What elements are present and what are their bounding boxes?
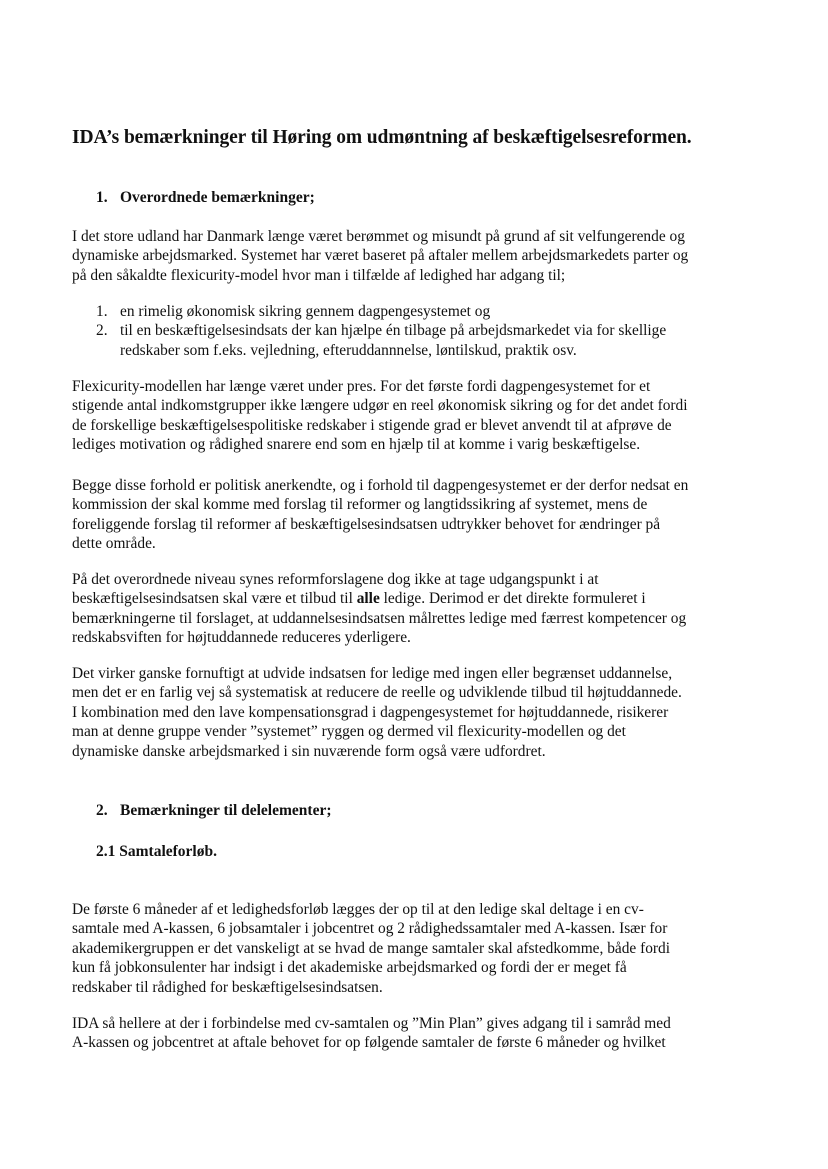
text-line: A-kassen og jobcentret at aftale behovet for op følgende samtaler de første 6 måneder og hvilket [72, 1034, 666, 1052]
text-line: foreliggende forslag til reformer af beskæftigelsesindsatsen udtrykker behovet for ændringer på [72, 515, 661, 533]
text-line: redskaber til rådighed for beskæftigelsesindsatsen. [72, 978, 383, 996]
text-line: Begge disse forhold er politisk anerkendte, og i forhold til dagpengesystemet er der derfor nedsat en [72, 477, 689, 494]
fornuftigt-paragraph [72, 664, 762, 761]
text-line: På det overordnede niveau synes reformforslagene dog ikke at tage udgangspunkt i at [72, 571, 599, 588]
text-line: de forskellige beskæftigelsespolitiske redskaber i stigende grad er blevet anvendt til at afprøve de [72, 416, 672, 434]
text-line: dette område. [72, 535, 156, 553]
section-2-number: 2. [96, 802, 108, 819]
niveau-paragraph [72, 570, 762, 648]
list-marker: 2. [96, 322, 108, 340]
text-line: til en beskæftigelsesindsats der kan hjælpe én tilbage på arbejdsmarkedet via for skellige [120, 322, 667, 340]
text-line: akademikergruppen er det vanskeligt at se hvad de mange samtaler skal afstedkomme, både fordi [72, 939, 671, 957]
section-2-title: Bemærkninger til delelementer; [120, 802, 332, 819]
access-list [72, 302, 762, 360]
list-item [72, 302, 762, 321]
section-2-1-heading: 2.1 Samtaleforløb. [96, 843, 217, 860]
text-line: dynamiske arbejdsmarked. Systemet har været baseret på aftaler mellem arbejdsmarkedets parter og [72, 247, 689, 265]
text-line: men det er en farlig vej så systematisk at reducere de reelle og udviklende tilbud til højtuddannede. [72, 684, 682, 702]
text-line: I kombination med den lave kompensationsgrad i dagpengesystemet for højtuddannede, risikerer [72, 703, 669, 721]
text-line: De første 6 måneder af et ledighedsforløb lægges der op til at den ledige skal deltage i en cv- [72, 901, 644, 918]
text-line: redskabsviften for højtuddannede reduceres yderligere. [72, 629, 411, 647]
flexicurity-paragraph [72, 377, 762, 455]
text-line: I det store udland har Danmark længe været berømmet og misundt på grund af sit velfungerende og [72, 228, 685, 245]
text-line: lediges motivation og rådighed snarere end som en hjælp til at komme i varig beskæftigelse. [72, 436, 641, 454]
samtale-paragraph [72, 900, 762, 997]
text-segment: ledige. Derimod er det direkte formuleret i [379, 590, 646, 608]
text-line: på den såkaldte flexicurity-model hvor man i tilfælde af ledighed har adgang til; [72, 266, 566, 284]
text-line: kun få jobkonsulenter har indsigt i det akademiske arbejdsmarked og fordi der er meget få [72, 959, 627, 977]
document-title: IDA’s bemærkninger til Høring om udmøntning af beskæftigelsesreformen. [72, 127, 692, 148]
list-item [72, 321, 762, 360]
text-line: stigende antal indkomstgrupper ikke længere udgør en reel økonomisk sikring og for det andet fordi [72, 397, 688, 415]
ida-paragraph [72, 1014, 762, 1053]
section-1-heading [96, 189, 315, 207]
text-line [72, 589, 762, 608]
text-line: redskaber som f.eks. vejledning, efteruddannnelse, løntilskud, praktik osv. [120, 341, 577, 359]
emphasis-text: alle [356, 590, 380, 608]
section-1-title: Overordnede bemærkninger; [120, 189, 315, 206]
text-line: IDA så hellere at der i forbindelse med cv-samtalen og ”Min Plan” gives adgang til i samråd med [72, 1015, 671, 1032]
text-line: bemærkningerne til forslaget, at uddannelsesindsatsen målrettes ledige med færrest kompetencer og [72, 609, 687, 627]
list-marker: 1. [96, 303, 108, 320]
intro-paragraph [72, 227, 762, 285]
text-line: Flexicurity-modellen har længe været under pres. For det første fordi dagpengesystemet for et [72, 378, 651, 395]
text-line: man at denne gruppe vender ”systemet” ryggen og dermed vil flexicurity-modellen og det [72, 723, 626, 741]
section-2-heading [96, 802, 332, 820]
text-line: Det virker ganske fornuftigt at udvide indsatsen for ledige med ingen eller begrænset uddannelse, [72, 665, 673, 682]
section-1-number: 1. [96, 189, 108, 206]
text-line: kommission der skal komme med forslag til reformer og langtidssikring af systemet, mens de [72, 496, 648, 514]
text-line: en rimelig økonomisk sikring gennem dagpengesystemet og [120, 303, 491, 320]
text-segment: beskæftigelsesindsatsen skal være et tilbud til [72, 590, 357, 608]
begge-paragraph [72, 476, 762, 554]
text-line: samtale med A-kassen, 6 jobsamtaler i jobcentret og 2 rådighedssamtaler med A-kassen. Især for [72, 920, 668, 938]
text-line: dynamiske danske arbejdsmarked i sin nuværende form også være udfordret. [72, 742, 546, 760]
